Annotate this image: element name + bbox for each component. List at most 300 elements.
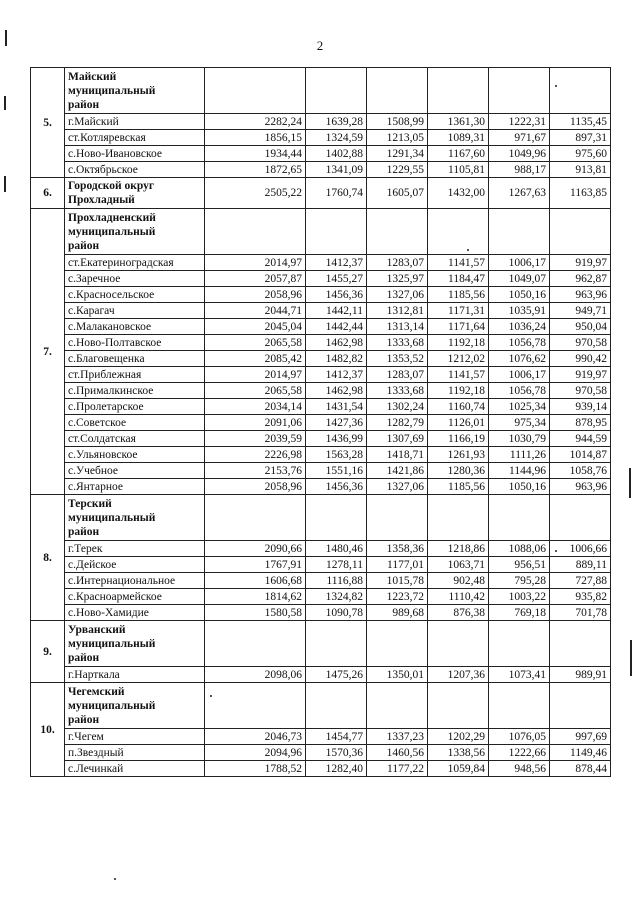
tariff-value: 1872,65 xyxy=(205,162,306,178)
tariff-value: 1222,31 xyxy=(489,114,550,130)
tariff-value: 1282,79 xyxy=(367,415,428,431)
table-row xyxy=(31,667,611,683)
tariff-value: 1338,56 xyxy=(428,745,489,761)
table-row xyxy=(31,761,611,777)
tariff-value: 1934,44 xyxy=(205,146,306,162)
empty-cell xyxy=(306,621,367,667)
district-title-line: муниципальный xyxy=(68,511,156,524)
tariff-value: 1025,34 xyxy=(489,399,550,415)
tariff-value: 1003,22 xyxy=(489,589,550,605)
tariff-value: 2058,96 xyxy=(205,287,306,303)
tariff-value: 1212,02 xyxy=(428,351,489,367)
tariff-value: 1141,57 xyxy=(428,255,489,271)
tariff-value: 1144,96 xyxy=(489,463,550,479)
empty-cell xyxy=(306,683,367,729)
tariff-value: 1856,15 xyxy=(205,130,306,146)
tariff-value: 1184,47 xyxy=(428,271,489,287)
tariff-value: 2014,97 xyxy=(205,255,306,271)
table-row xyxy=(31,367,611,383)
tariff-value: 2226,98 xyxy=(205,447,306,463)
tariff-value: 1639,28 xyxy=(306,114,367,130)
tariff-value: 2045,04 xyxy=(205,319,306,335)
table-row xyxy=(31,745,611,761)
tariff-value: 1580,58 xyxy=(205,605,306,621)
district-title-line: район xyxy=(68,651,100,664)
district-value: 1605,07 xyxy=(367,178,428,209)
section-number: 5. xyxy=(31,68,65,178)
empty-cell xyxy=(205,209,306,255)
tariff-value: 1063,71 xyxy=(428,557,489,573)
tariff-value: 1089,31 xyxy=(428,130,489,146)
tariff-value: 949,71 xyxy=(550,303,611,319)
empty-cell xyxy=(489,495,550,541)
tariff-value: 970,58 xyxy=(550,383,611,399)
district-value: 1163,85 xyxy=(550,178,611,209)
table-row xyxy=(31,130,611,146)
tariff-value: 876,38 xyxy=(428,605,489,621)
settlement-name: с.Прималкинское xyxy=(65,383,205,399)
tariff-value: 701,78 xyxy=(550,605,611,621)
district-title-line: Прохладный xyxy=(68,194,135,206)
empty-cell xyxy=(550,495,611,541)
district-title-line: муниципальный xyxy=(68,637,156,650)
settlement-name: с.Красносельское xyxy=(65,287,205,303)
tariff-value: 1361,30 xyxy=(428,114,489,130)
section-number: 9. xyxy=(31,621,65,683)
settlement-name: с.Пролетарское xyxy=(65,399,205,415)
settlement-name: с.Малакановское xyxy=(65,319,205,335)
tariff-value: 1177,22 xyxy=(367,761,428,777)
empty-cell xyxy=(205,683,306,729)
district-title xyxy=(65,495,205,541)
tariff-value: 2065,58 xyxy=(205,383,306,399)
table-row xyxy=(31,319,611,335)
tariff-value: 1006,17 xyxy=(489,367,550,383)
settlement-name: с.Красноармейское xyxy=(65,589,205,605)
settlement-name: с.Лечинкай xyxy=(65,761,205,777)
table-row xyxy=(31,255,611,271)
tariff-value: 1337,23 xyxy=(367,729,428,745)
tariff-value: 1059,84 xyxy=(428,761,489,777)
tariff-value: 1442,11 xyxy=(306,303,367,319)
tariff-value: 1312,81 xyxy=(367,303,428,319)
settlement-name: с.Дейское xyxy=(65,557,205,573)
tariff-value: 1192,18 xyxy=(428,383,489,399)
settlement-name: г.Терек xyxy=(65,541,205,557)
tariff-value: 1291,34 xyxy=(367,146,428,162)
scan-margin-mark xyxy=(629,468,631,498)
tariff-value: 897,31 xyxy=(550,130,611,146)
tariff-value: 1116,88 xyxy=(306,573,367,589)
tariff-value: 1171,64 xyxy=(428,319,489,335)
table-row xyxy=(31,415,611,431)
empty-cell xyxy=(367,209,428,255)
tariff-value: 2090,66 xyxy=(205,541,306,557)
tariff-value: 1126,01 xyxy=(428,415,489,431)
tariff-value: 1462,98 xyxy=(306,335,367,351)
tariff-value: 919,97 xyxy=(550,367,611,383)
tariff-value: 1327,06 xyxy=(367,287,428,303)
settlement-name: ст.Приблежная xyxy=(65,367,205,383)
district-value: 1432,00 xyxy=(428,178,489,209)
tariff-value: 1427,36 xyxy=(306,415,367,431)
tariff-value: 948,56 xyxy=(489,761,550,777)
empty-cell xyxy=(306,68,367,114)
empty-cell xyxy=(489,621,550,667)
tariff-value: 2046,73 xyxy=(205,729,306,745)
tariff-value: 1030,79 xyxy=(489,431,550,447)
tariff-value: 1135,45 xyxy=(550,114,611,130)
tariff-value: 1456,36 xyxy=(306,287,367,303)
tariff-value: 1177,01 xyxy=(367,557,428,573)
table-row xyxy=(31,162,611,178)
tariff-value: 1454,77 xyxy=(306,729,367,745)
empty-cell xyxy=(550,683,611,729)
empty-cell xyxy=(428,68,489,114)
tariff-value: 1278,11 xyxy=(306,557,367,573)
tariff-value: 1302,24 xyxy=(367,399,428,415)
tariff-value: 1223,72 xyxy=(367,589,428,605)
tariff-value: 1324,59 xyxy=(306,130,367,146)
tariff-value: 971,67 xyxy=(489,130,550,146)
empty-cell xyxy=(550,68,611,114)
tariff-value: 963,96 xyxy=(550,479,611,495)
tariff-value: 935,82 xyxy=(550,589,611,605)
table-row xyxy=(31,335,611,351)
table-row xyxy=(31,146,611,162)
tariff-value: 1333,68 xyxy=(367,383,428,399)
empty-cell xyxy=(428,683,489,729)
settlement-name: с.Октябрьское xyxy=(65,162,205,178)
tariff-value: 997,69 xyxy=(550,729,611,745)
tariff-value: 1570,36 xyxy=(306,745,367,761)
scan-margin-mark xyxy=(5,30,7,46)
tariff-value: 2098,06 xyxy=(205,667,306,683)
tariff-value: 1167,60 xyxy=(428,146,489,162)
settlement-name: с.Советское xyxy=(65,415,205,431)
tariff-value: 1015,78 xyxy=(367,573,428,589)
district-title xyxy=(65,683,205,729)
tariff-value: 1213,05 xyxy=(367,130,428,146)
scan-speck xyxy=(114,878,116,880)
tariff-value: 1563,28 xyxy=(306,447,367,463)
table-row xyxy=(31,303,611,319)
district-title-line: район xyxy=(68,713,100,726)
tariff-value: 878,95 xyxy=(550,415,611,431)
settlement-name: с.Ново-Полтавское xyxy=(65,335,205,351)
settlement-name: с.Ульяновское xyxy=(65,447,205,463)
tariff-value: 1050,16 xyxy=(489,479,550,495)
table-row xyxy=(31,541,611,557)
empty-cell xyxy=(306,495,367,541)
tariff-value: 1280,36 xyxy=(428,463,489,479)
tariff-value: 1056,78 xyxy=(489,335,550,351)
tariff-value: 1283,07 xyxy=(367,255,428,271)
rates-table xyxy=(30,67,611,777)
district-title-line: Прохладненский xyxy=(68,211,156,224)
tariff-value: 1767,91 xyxy=(205,557,306,573)
tariff-value: 1050,16 xyxy=(489,287,550,303)
district-header-row xyxy=(31,683,611,729)
tariff-value: 1456,36 xyxy=(306,479,367,495)
district-title-line: муниципальный xyxy=(68,225,156,238)
table-row xyxy=(31,479,611,495)
tariff-value: 950,04 xyxy=(550,319,611,335)
settlement-name: с.Учебное xyxy=(65,463,205,479)
tariff-value: 1412,37 xyxy=(306,367,367,383)
district-title xyxy=(65,178,205,209)
empty-cell xyxy=(428,209,489,255)
tariff-value: 1058,76 xyxy=(550,463,611,479)
district-title-line: Урванский xyxy=(68,623,126,636)
tariff-value: 2091,06 xyxy=(205,415,306,431)
tariff-value: 1324,82 xyxy=(306,589,367,605)
tariff-value: 1431,54 xyxy=(306,399,367,415)
tariff-value: 1353,52 xyxy=(367,351,428,367)
tariff-value: 1049,07 xyxy=(489,271,550,287)
section-number: 10. xyxy=(31,683,65,777)
tariff-value: 975,34 xyxy=(489,415,550,431)
table-row xyxy=(31,573,611,589)
tariff-value: 1035,91 xyxy=(489,303,550,319)
empty-cell xyxy=(489,683,550,729)
settlement-name: ст.Солдатская xyxy=(65,431,205,447)
tariff-value: 1006,17 xyxy=(489,255,550,271)
district-header-row xyxy=(31,495,611,541)
district-value: 1267,63 xyxy=(489,178,550,209)
district-title-line: район xyxy=(68,525,100,538)
settlement-name: ст.Котляревская xyxy=(65,130,205,146)
tariff-value: 919,97 xyxy=(550,255,611,271)
district-title-line: Чегемский xyxy=(68,685,125,698)
tariff-value: 1090,78 xyxy=(306,605,367,621)
settlement-name: г.Нарткала xyxy=(65,667,205,683)
empty-cell xyxy=(205,621,306,667)
tariff-value: 1606,68 xyxy=(205,573,306,589)
table-row xyxy=(31,114,611,130)
tariff-value: 1341,09 xyxy=(306,162,367,178)
scan-margin-mark xyxy=(630,640,632,676)
tariff-value: 769,18 xyxy=(489,605,550,621)
settlement-name: с.Ново-Ивановское xyxy=(65,146,205,162)
district-value: 1760,74 xyxy=(306,178,367,209)
tariff-value: 1261,93 xyxy=(428,447,489,463)
tariff-value: 1141,57 xyxy=(428,367,489,383)
tariff-value: 1418,71 xyxy=(367,447,428,463)
scan-margin-mark xyxy=(4,176,6,192)
district-title-line: Майский xyxy=(68,70,117,83)
tariff-value: 1218,86 xyxy=(428,541,489,557)
tariff-value: 795,28 xyxy=(489,573,550,589)
tariff-value: 1088,06 xyxy=(489,541,550,557)
district-header-row xyxy=(31,178,611,209)
settlement-name: ст.Екатериноградская xyxy=(65,255,205,271)
tariff-value: 1229,55 xyxy=(367,162,428,178)
tariff-value: 1185,56 xyxy=(428,287,489,303)
tariff-value: 1207,36 xyxy=(428,667,489,683)
tariff-value: 956,51 xyxy=(489,557,550,573)
table-row xyxy=(31,463,611,479)
settlement-name: с.Интернациональное xyxy=(65,573,205,589)
tariff-value: 1551,16 xyxy=(306,463,367,479)
district-title-line: муниципальный xyxy=(68,699,156,712)
tariff-value: 1185,56 xyxy=(428,479,489,495)
tariff-value: 1455,27 xyxy=(306,271,367,287)
tariff-value: 1508,99 xyxy=(367,114,428,130)
table-row xyxy=(31,383,611,399)
tariff-value: 889,11 xyxy=(550,557,611,573)
empty-cell xyxy=(550,209,611,255)
table-row xyxy=(31,271,611,287)
tariff-value: 1333,68 xyxy=(367,335,428,351)
tariff-value: 2034,14 xyxy=(205,399,306,415)
tariff-value: 944,59 xyxy=(550,431,611,447)
tariff-value: 1462,98 xyxy=(306,383,367,399)
tariff-value: 878,44 xyxy=(550,761,611,777)
tariff-value: 1222,66 xyxy=(489,745,550,761)
tariff-value: 1036,24 xyxy=(489,319,550,335)
tariff-value: 1460,56 xyxy=(367,745,428,761)
district-header-row xyxy=(31,209,611,255)
tariff-value: 1788,52 xyxy=(205,761,306,777)
settlement-name: с.Благовещенка xyxy=(65,351,205,367)
empty-cell xyxy=(367,683,428,729)
section-number: 6. xyxy=(31,178,65,209)
district-title xyxy=(65,621,205,667)
empty-cell xyxy=(367,495,428,541)
tariff-value: 1105,81 xyxy=(428,162,489,178)
tariff-value: 970,58 xyxy=(550,335,611,351)
settlement-name: п.Звездный xyxy=(65,745,205,761)
tariff-value: 2014,97 xyxy=(205,367,306,383)
section-number: 8. xyxy=(31,495,65,621)
table-row xyxy=(31,729,611,745)
tariff-value: 1436,99 xyxy=(306,431,367,447)
empty-cell xyxy=(306,209,367,255)
tariff-value: 1073,41 xyxy=(489,667,550,683)
table-row xyxy=(31,431,611,447)
tariff-value: 2153,76 xyxy=(205,463,306,479)
tariff-value: 1006,66 xyxy=(550,541,611,557)
table-row xyxy=(31,589,611,605)
tariff-value: 2058,96 xyxy=(205,479,306,495)
tariff-value: 2044,71 xyxy=(205,303,306,319)
district-title-line: Терский xyxy=(68,497,112,510)
tariff-value: 1160,74 xyxy=(428,399,489,415)
empty-cell xyxy=(428,495,489,541)
district-title-line: район xyxy=(68,98,100,111)
tariff-value: 1111,26 xyxy=(489,447,550,463)
settlement-name: г.Майский xyxy=(65,114,205,130)
tariff-value: 1814,62 xyxy=(205,589,306,605)
tariff-value: 1049,96 xyxy=(489,146,550,162)
tariff-value: 1076,62 xyxy=(489,351,550,367)
tariff-value: 1402,88 xyxy=(306,146,367,162)
scan-margin-mark xyxy=(4,96,6,110)
tariff-value: 1202,29 xyxy=(428,729,489,745)
settlement-name: г.Чегем xyxy=(65,729,205,745)
tariff-value: 2085,42 xyxy=(205,351,306,367)
tariff-value: 1350,01 xyxy=(367,667,428,683)
empty-cell xyxy=(489,209,550,255)
tariff-value: 1358,36 xyxy=(367,541,428,557)
district-header-row xyxy=(31,621,611,667)
tariff-value: 1283,07 xyxy=(367,367,428,383)
tariff-value: 1014,87 xyxy=(550,447,611,463)
tariff-value: 2065,58 xyxy=(205,335,306,351)
tariff-value: 1313,14 xyxy=(367,319,428,335)
tariff-value: 1282,40 xyxy=(306,761,367,777)
tariff-value: 1482,82 xyxy=(306,351,367,367)
page-number: 2 xyxy=(316,38,324,53)
table-row xyxy=(31,399,611,415)
tariff-value: 2094,96 xyxy=(205,745,306,761)
district-title xyxy=(65,209,205,255)
rates-table-body xyxy=(31,68,611,777)
settlement-name: с.Карагач xyxy=(65,303,205,319)
district-value: 2505,22 xyxy=(205,178,306,209)
tariff-value: 1480,46 xyxy=(306,541,367,557)
tariff-value: 1149,46 xyxy=(550,745,611,761)
section-number: 7. xyxy=(31,209,65,495)
tariff-value: 913,81 xyxy=(550,162,611,178)
tariff-value: 989,91 xyxy=(550,667,611,683)
tariff-value: 1192,18 xyxy=(428,335,489,351)
tariff-value: 989,68 xyxy=(367,605,428,621)
table-row xyxy=(31,351,611,367)
tariff-value: 962,87 xyxy=(550,271,611,287)
tariff-value: 1056,78 xyxy=(489,383,550,399)
district-title xyxy=(65,68,205,114)
tariff-value: 975,60 xyxy=(550,146,611,162)
tariff-value: 1307,69 xyxy=(367,431,428,447)
settlement-name: с.Ново-Хамидие xyxy=(65,605,205,621)
settlement-name: с.Янтарное xyxy=(65,479,205,495)
tariff-value: 727,88 xyxy=(550,573,611,589)
table-row xyxy=(31,447,611,463)
tariff-value: 1171,31 xyxy=(428,303,489,319)
empty-cell xyxy=(205,495,306,541)
empty-cell xyxy=(367,621,428,667)
tariff-value: 1327,06 xyxy=(367,479,428,495)
tariff-value: 1166,19 xyxy=(428,431,489,447)
tariff-value: 1475,26 xyxy=(306,667,367,683)
district-title-line: район xyxy=(68,239,100,252)
tariff-value: 2057,87 xyxy=(205,271,306,287)
tariff-value: 1421,86 xyxy=(367,463,428,479)
tariff-value: 988,17 xyxy=(489,162,550,178)
table-row xyxy=(31,287,611,303)
tariff-value: 963,96 xyxy=(550,287,611,303)
settlement-name: с.Заречное xyxy=(65,271,205,287)
tariff-value: 902,48 xyxy=(428,573,489,589)
tariff-value: 939,14 xyxy=(550,399,611,415)
table-row xyxy=(31,605,611,621)
tariff-value: 990,42 xyxy=(550,351,611,367)
tariff-value: 1442,44 xyxy=(306,319,367,335)
tariff-value: 1110,42 xyxy=(428,589,489,605)
tariff-value: 2282,24 xyxy=(205,114,306,130)
empty-cell xyxy=(205,68,306,114)
tariff-value: 2039,59 xyxy=(205,431,306,447)
district-header-row xyxy=(31,68,611,114)
empty-cell xyxy=(489,68,550,114)
district-title-line: Городской округ xyxy=(68,180,155,192)
district-title-line: муниципальный xyxy=(68,84,156,97)
tariff-value: 1325,97 xyxy=(367,271,428,287)
empty-cell xyxy=(428,621,489,667)
empty-cell xyxy=(550,621,611,667)
